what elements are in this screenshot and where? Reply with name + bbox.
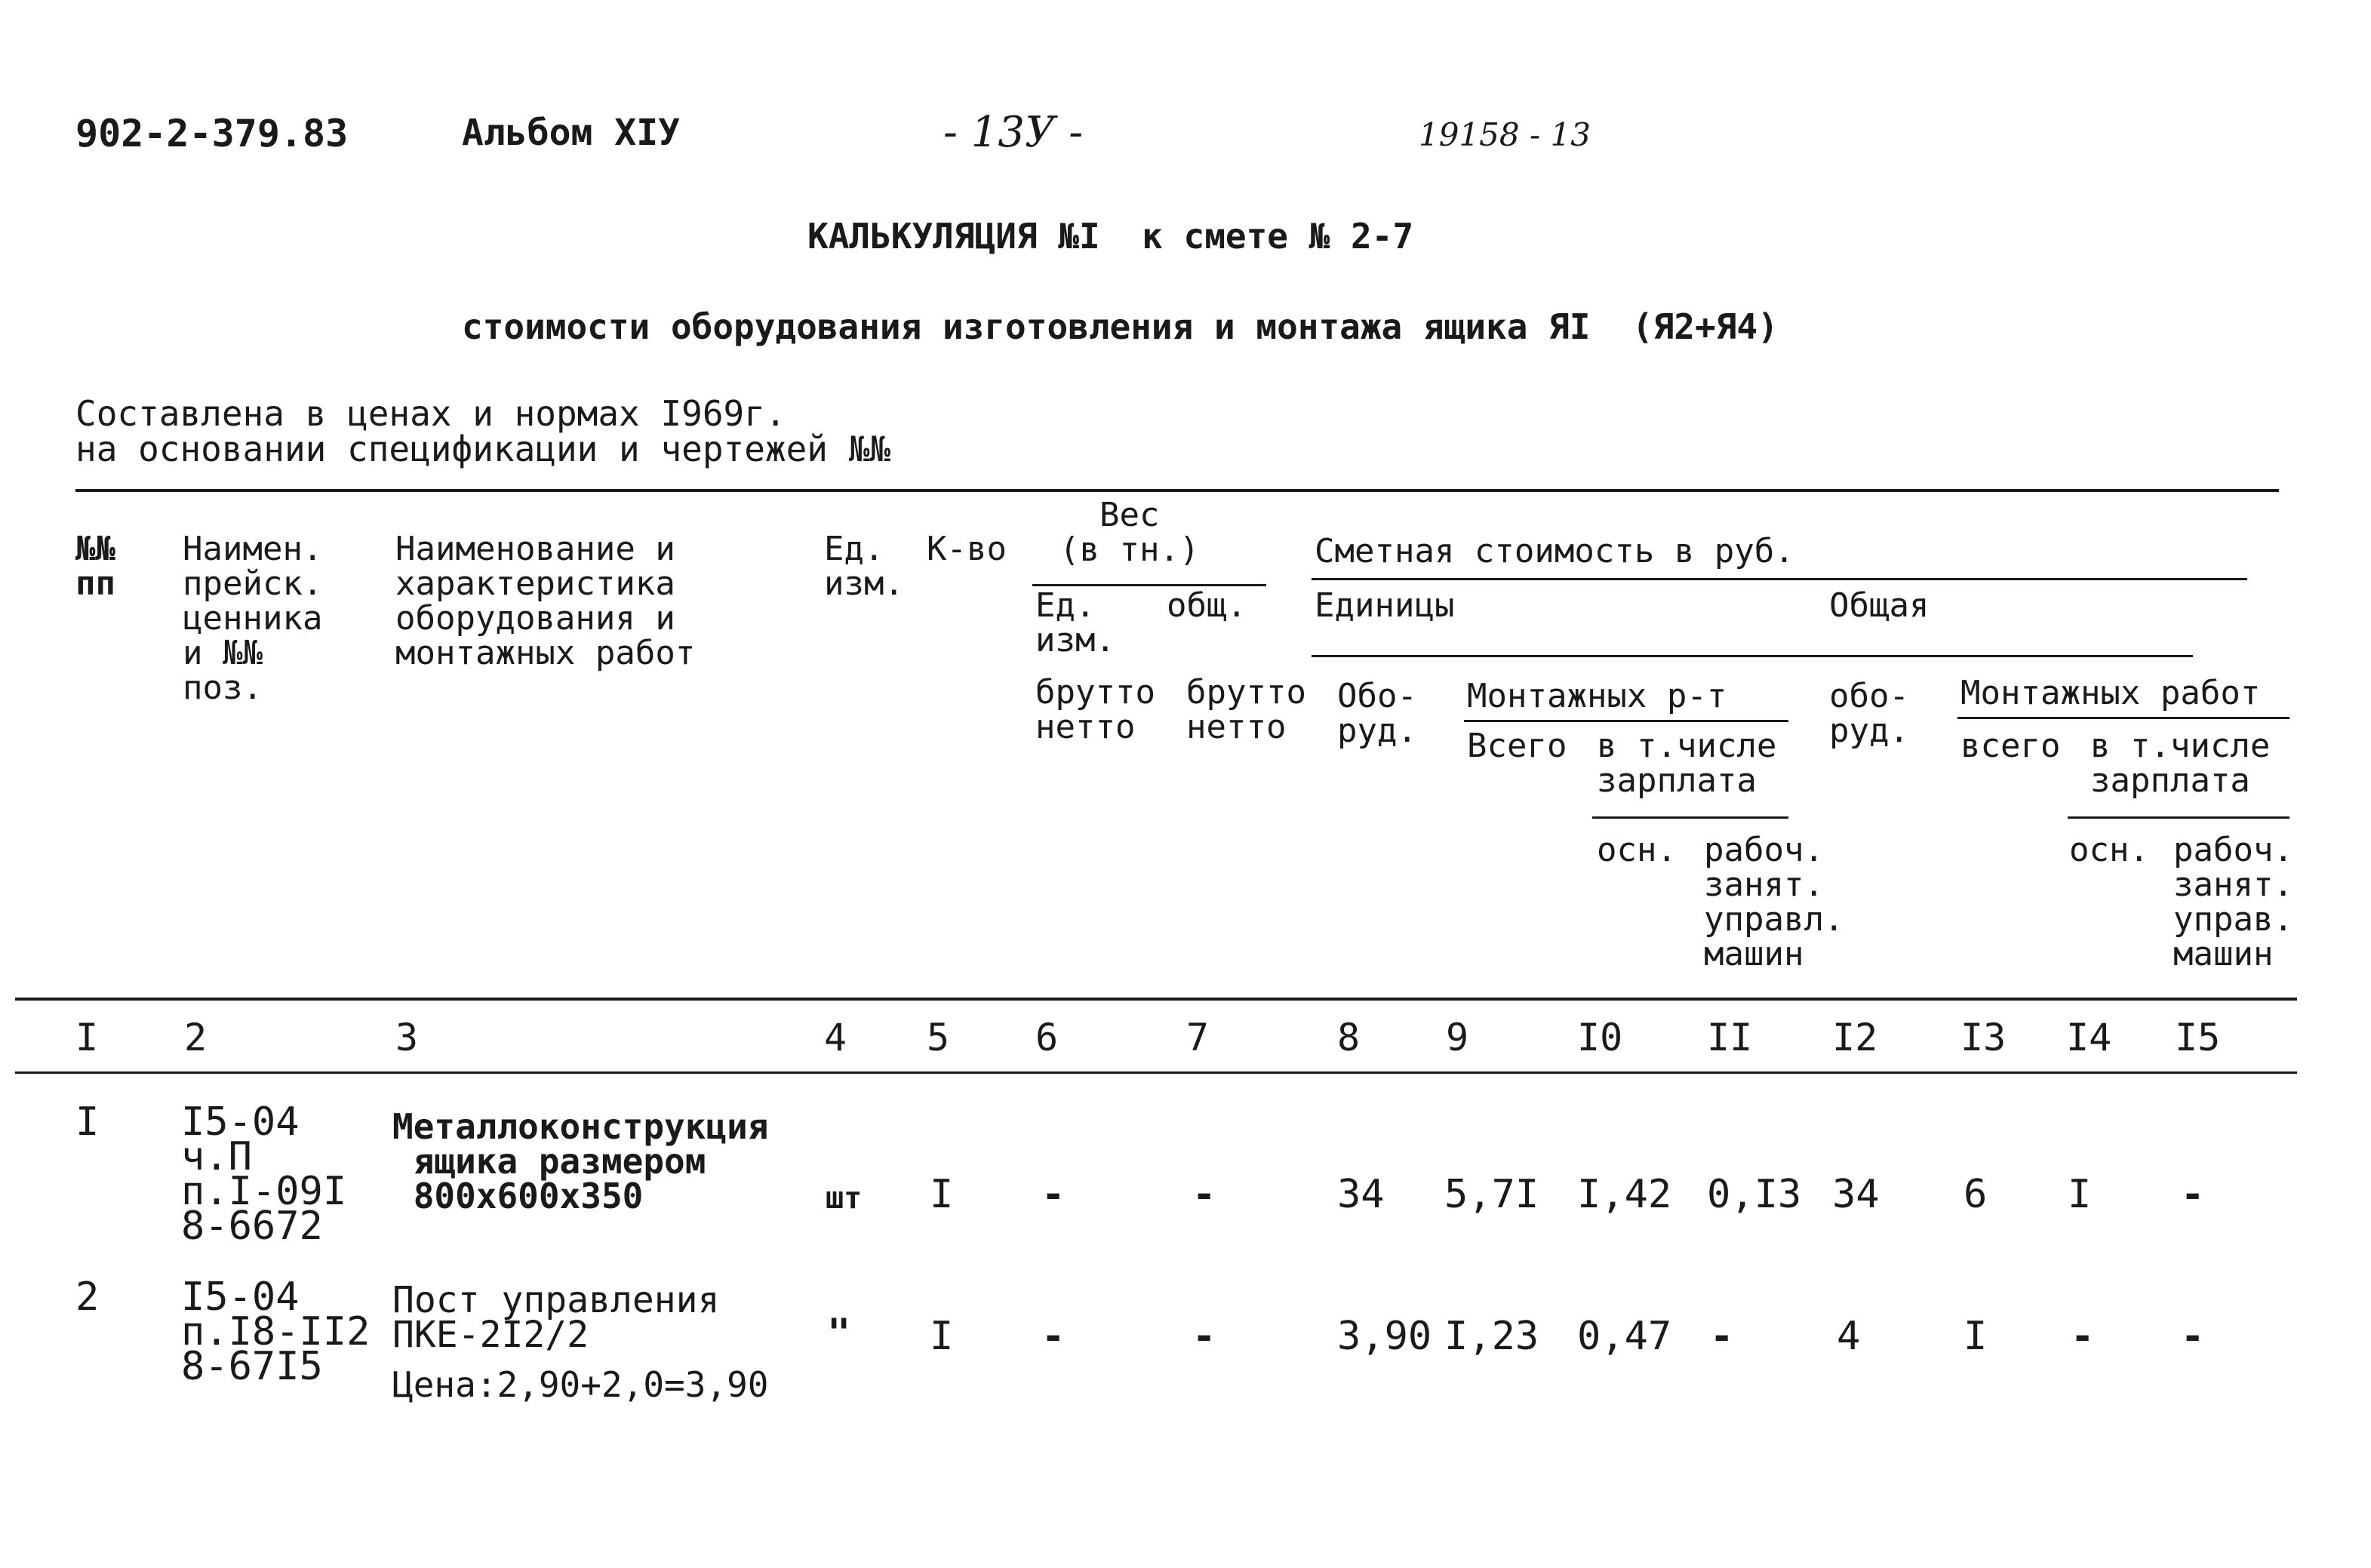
header-equipment-unit: Обо- руд.: [1337, 677, 1417, 750]
row-1-salary-basic-total: I: [2068, 1172, 2092, 1217]
header-installation-total: Монтажных работ: [1960, 674, 2261, 712]
mont1-header-rule: [1464, 720, 1788, 722]
column-number: 2: [184, 1016, 208, 1059]
row-2-quantity: I: [930, 1314, 954, 1359]
cost-header-rule: [1312, 578, 2247, 580]
header-basic-unit: осн.: [1597, 831, 1677, 869]
header-bottom-rule: [15, 998, 2297, 1001]
column-number: 6: [1035, 1016, 1059, 1059]
row-1-name: Металлоконструкция ящика размером 800х600х350: [392, 1106, 769, 1216]
column-number: 9: [1446, 1016, 1469, 1059]
mont2-header-rule: [1957, 717, 2290, 719]
row-1-code: I5-04 ч.П п.I-09I 8-6672: [181, 1099, 347, 1249]
header-install-salary-unit: в т.числе зарплата: [1597, 727, 1777, 800]
row-1-weight-total: -: [1192, 1172, 1216, 1217]
column-number: II: [1707, 1016, 1753, 1059]
header-weight-unit-gross-net: брутто нетто: [1035, 673, 1155, 746]
header-installation-unit: Монтажных р-т: [1467, 677, 1727, 715]
header-total: Общая: [1829, 586, 1930, 625]
salary1-header-rule: [1592, 816, 1788, 819]
header-equipment-total: обо- руд.: [1829, 677, 1909, 750]
page-subtitle: стоимости оборудования изготовления и монтажа ящика ЯI (Я2+Я4): [462, 306, 1779, 347]
row-2-unit: ": [827, 1311, 851, 1356]
column-numbers-rule: [15, 1071, 2297, 1074]
page-mark: - 13У -: [943, 108, 1084, 157]
column-number: I3: [1960, 1016, 2007, 1059]
column-number: 4: [824, 1016, 847, 1059]
row-2-name: Пост управления ПКЕ-2I2/2: [392, 1279, 720, 1356]
row-1-number: I: [75, 1099, 100, 1145]
column-number: I0: [1577, 1016, 1623, 1059]
row-2-salary-basic: 0,47: [1577, 1314, 1672, 1359]
header-weight-unit: Ед. изм.: [1035, 586, 1115, 659]
header-quantity: К-во: [927, 530, 1007, 568]
row-2-equipment-total: 4: [1837, 1314, 1861, 1359]
row-1-quantity: I: [930, 1172, 954, 1217]
stamp-number: 19158 - 13: [1419, 116, 1591, 153]
header-unit: Ед. изм.: [824, 530, 904, 603]
header-number: №№ пп: [75, 530, 115, 603]
units-header-rule: [1312, 655, 2193, 657]
salary2-header-rule: [2068, 816, 2290, 819]
row-1-salary-machine: 0,I3: [1707, 1172, 1802, 1217]
row-1-weight-unit: -: [1041, 1172, 1066, 1217]
header-basic-total: осн.: [2069, 831, 2149, 869]
column-number: 3: [395, 1016, 419, 1059]
row-2-weight-total: -: [1192, 1314, 1216, 1359]
column-number: I4: [2066, 1016, 2112, 1059]
header-estimated-cost: Сметная стоимость в руб.: [1315, 532, 1794, 570]
header-machine-total: рабоч. занят. управ. машин: [2173, 831, 2293, 973]
row-1-equipment-unit: 34: [1337, 1172, 1385, 1217]
row-2-code: I5-04 п.I8-II2 8-67I5: [181, 1274, 371, 1389]
basis-line-2: на основании спецификации и чертежей №№: [75, 429, 891, 469]
column-number: 5: [927, 1016, 950, 1059]
row-2-weight-unit: -: [1041, 1314, 1066, 1359]
row-1-salary-basic: I,42: [1577, 1172, 1672, 1217]
header-install-total-total: всего: [1960, 727, 2061, 765]
row-2-install-total: I: [1964, 1314, 1988, 1359]
album-label: Альбом XIУ: [462, 112, 680, 154]
page-title: КАЛЬКУЛЯЦИЯ №I к смете № 2-7: [807, 216, 1414, 257]
column-number: 8: [1337, 1016, 1361, 1059]
header-weight: Вес (в тн.): [1059, 496, 1200, 569]
row-1-unit: шт: [826, 1181, 863, 1216]
row-1-equipment-total: 34: [1832, 1172, 1880, 1217]
header-units: Единицы: [1315, 586, 1455, 625]
header-name: Наименование и характеристика оборудования и монтажных работ: [395, 530, 696, 672]
row-2-salary-machine: -: [1710, 1314, 1734, 1359]
header-machine-unit: рабоч. занят. управл. машин: [1704, 831, 1844, 973]
table-top-rule: [75, 489, 2279, 492]
row-2-equipment-unit: 3,90: [1337, 1314, 1432, 1359]
header-weight-total: общ.: [1167, 586, 1247, 625]
row-1-install-unit: 5,7I: [1444, 1172, 1539, 1217]
row-1-salary-machine-total: -: [2181, 1172, 2205, 1217]
column-number: 7: [1186, 1016, 1210, 1059]
document-code: 902-2-379.83: [75, 112, 349, 155]
column-number: I2: [1832, 1016, 1878, 1059]
basis-line-1: Составлена в ценах и нормах I969г.: [75, 393, 786, 434]
row-2-price: Цена:2,90+2,0=3,90: [392, 1364, 769, 1405]
row-2-salary-machine-total: -: [2181, 1314, 2205, 1359]
header-weight-total-gross-net: брутто нетто: [1186, 673, 1306, 746]
header-install-total-unit: Всего: [1467, 727, 1567, 765]
row-2-salary-basic-total: -: [2071, 1314, 2095, 1359]
row-2-install-unit: I,23: [1444, 1314, 1539, 1359]
header-price-list: Наимен. прейск. ценника и №№ поз.: [183, 530, 323, 707]
column-number: I5: [2175, 1016, 2221, 1059]
row-1-install-total: 6: [1964, 1172, 1988, 1217]
column-number: I: [75, 1016, 99, 1059]
header-install-salary-total: в т.числе зарплата: [2090, 727, 2271, 800]
row-2-number: 2: [75, 1274, 100, 1320]
